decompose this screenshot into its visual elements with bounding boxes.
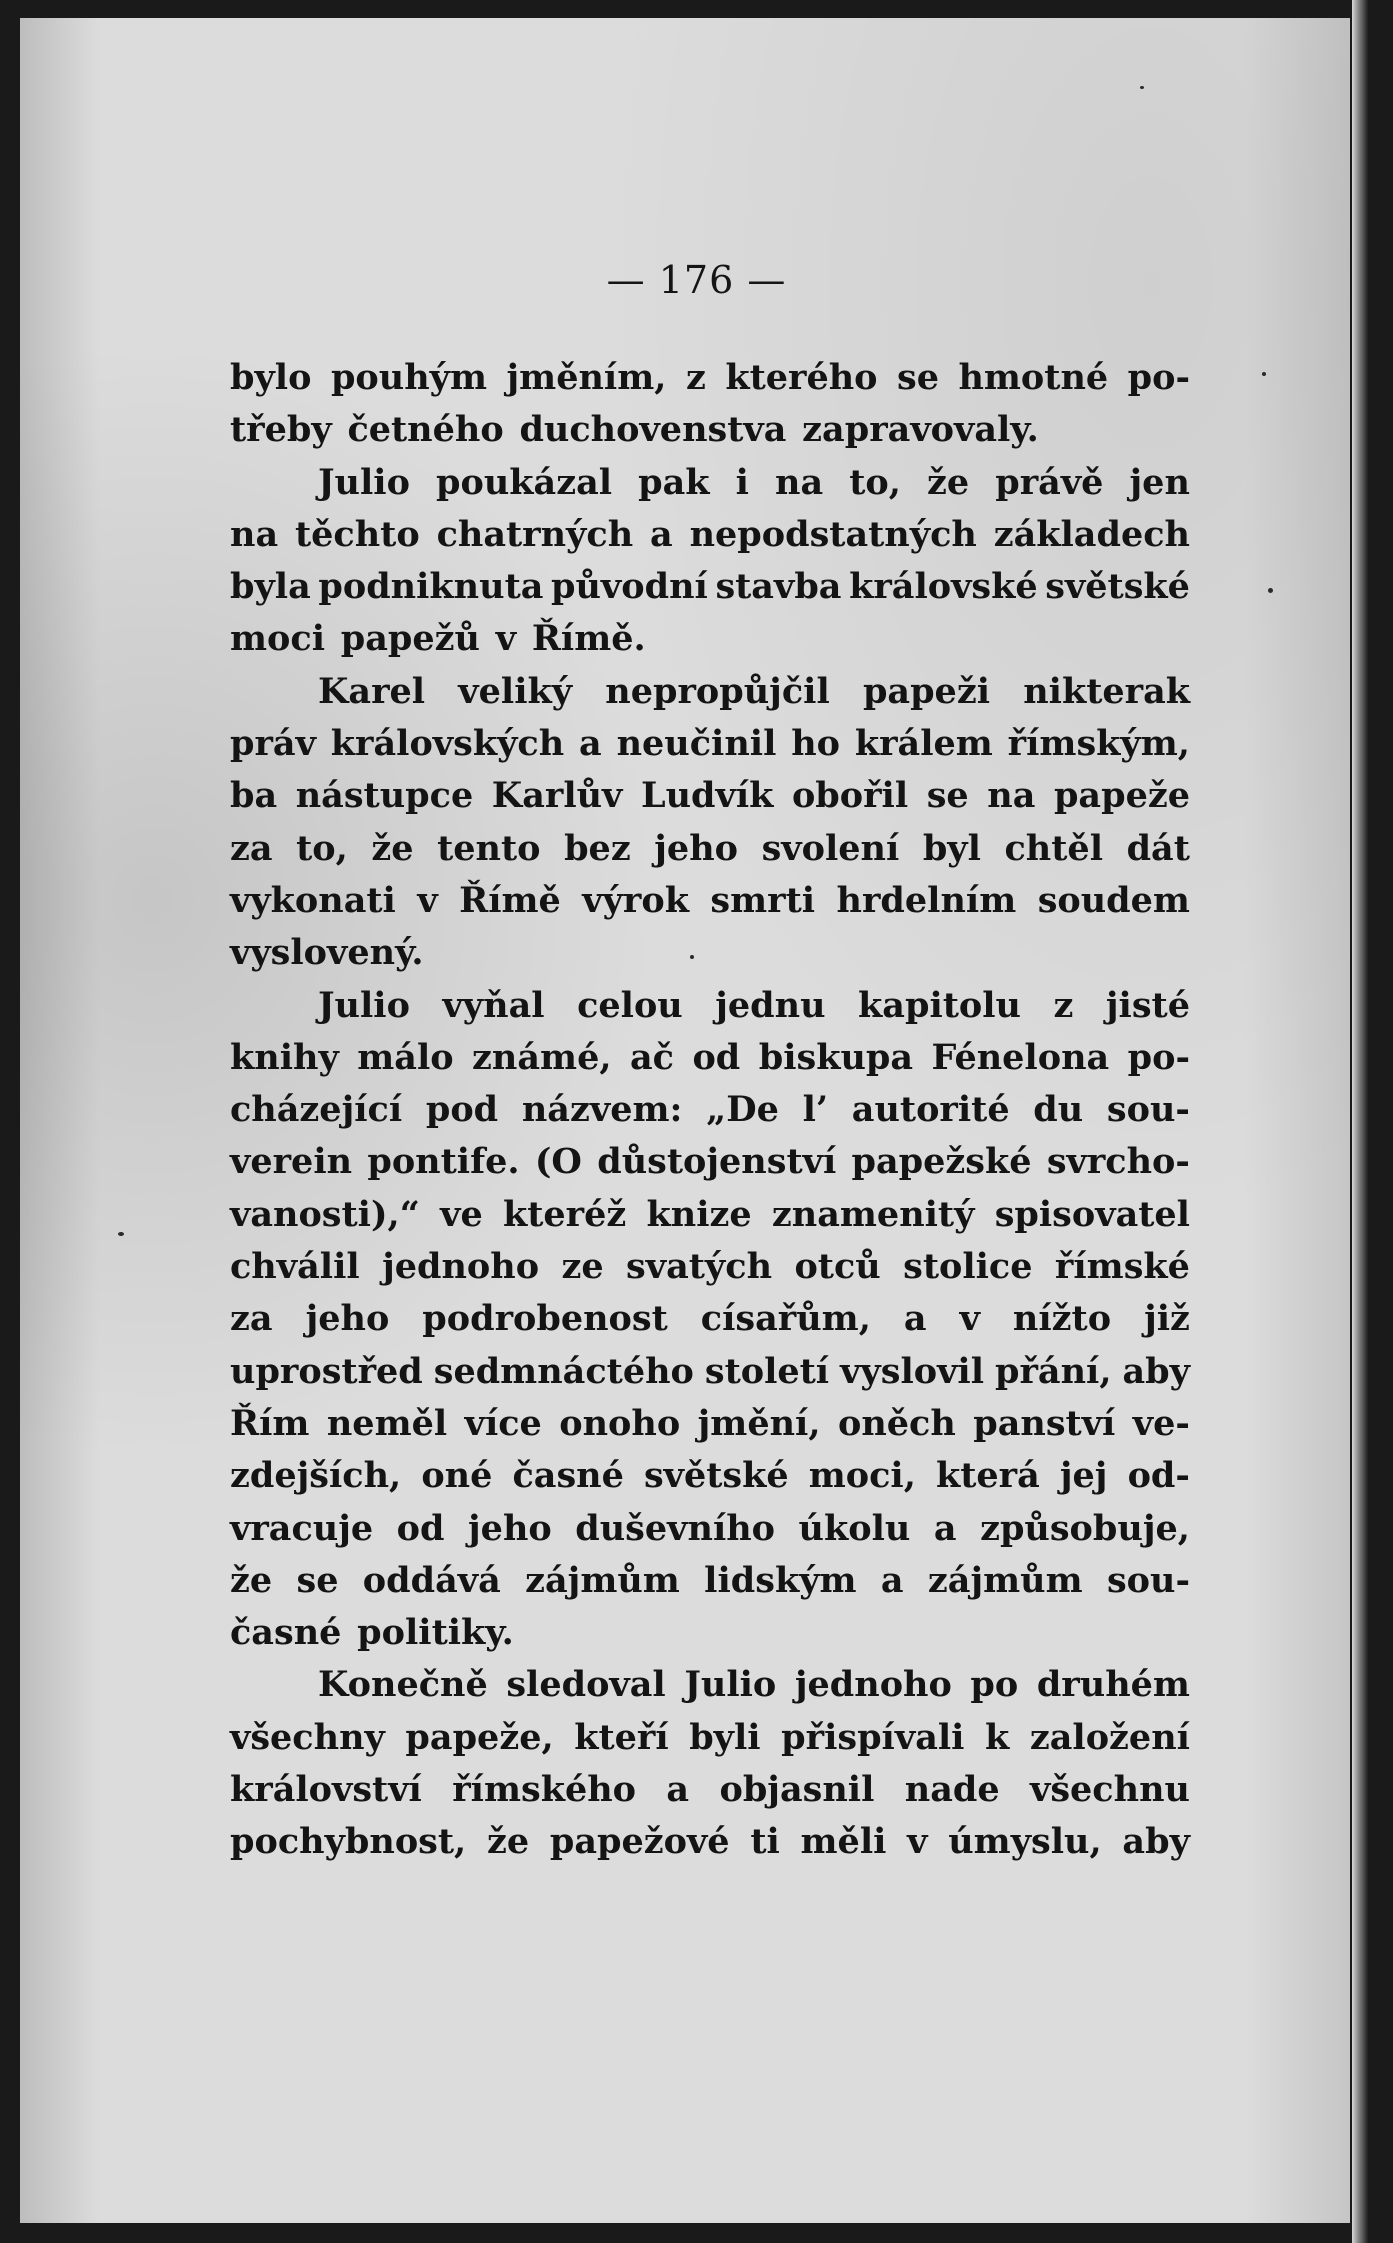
text-line: ba nástupce Karlův Ludvík obořil se na papeže — [230, 775, 1190, 817]
text-line: uprostřed sedmnáctého století vyslovil přání, aby — [230, 1350, 1190, 1392]
print-speck — [1140, 86, 1144, 89]
text-line: království římského a objasnil nade všechnu — [230, 1769, 1190, 1811]
text-line: byla podniknuta původní stavba královské světské — [230, 566, 1190, 608]
book-edge-shadow — [1352, 0, 1393, 2243]
text-line: Řím neměl více onoho jmění, oněch panství ve- — [230, 1402, 1190, 1444]
text-line: vyslovený. — [230, 932, 424, 974]
text-line: knihy málo známé, ač od biskupa Fénelona po- — [230, 1036, 1190, 1078]
print-speck — [1268, 588, 1273, 593]
text-line: že se oddává zájmům lidským a zájmům sou- — [230, 1559, 1190, 1601]
print-speck — [118, 1232, 124, 1236]
text-line: za to, že tento bez jeho svolení byl chtěl dát — [230, 827, 1190, 869]
print-speck — [1262, 372, 1266, 376]
text-line: Karel veliký nepropůjčil papeži nikterak — [318, 670, 1190, 712]
page-number: — 176 — — [606, 258, 787, 302]
text-line: verein pontife. (O důstojenství papežské svrcho- — [230, 1141, 1190, 1183]
text-line: na těchto chatrných a nepodstatných základech — [230, 513, 1190, 555]
text-line: práv královských a neučinil ho králem římským, — [230, 723, 1190, 765]
text-line: všechny papeže, kteří byli přispívali k založení — [230, 1716, 1190, 1758]
body-text — [230, 352, 1190, 1869]
text-line: za jeho podrobenost císařům, a v nížto již — [230, 1298, 1190, 1340]
text-line: pochybnost, že papežové ti měli v úmyslu, aby — [230, 1821, 1190, 1863]
text-line: Konečně sledoval Julio jednoho po druhém — [318, 1664, 1190, 1706]
text-line: chválil jednoho ze svatých otců stolice římské — [230, 1246, 1190, 1288]
text-line: vykonati v Římě výrok smrti hrdelním soudem — [230, 879, 1190, 921]
text-line: moci papežů v Římě. — [230, 618, 646, 660]
text-line: Julio poukázal pak i na to, že právě jen — [318, 461, 1190, 503]
text-line: cházející pod názvem: „De l’ autorité du sou- — [230, 1089, 1190, 1131]
text-line: zdejších, oné časné světské moci, která jej od- — [230, 1455, 1190, 1497]
text-line: časné politiky. — [230, 1612, 514, 1654]
text-line: vanosti),“ ve kteréž knize znamenitý spisovatel — [230, 1193, 1190, 1235]
text-line: třeby četného duchovenstva zapravovaly. — [230, 409, 1039, 451]
text-line: bylo pouhým jměním, z kterého se hmotné po- — [230, 357, 1190, 398]
text-line: Julio vyňal celou jednu kapitolu z jisté — [318, 984, 1190, 1026]
text-line: vracuje od jeho duševního úkolu a způsobuje, — [230, 1507, 1190, 1549]
